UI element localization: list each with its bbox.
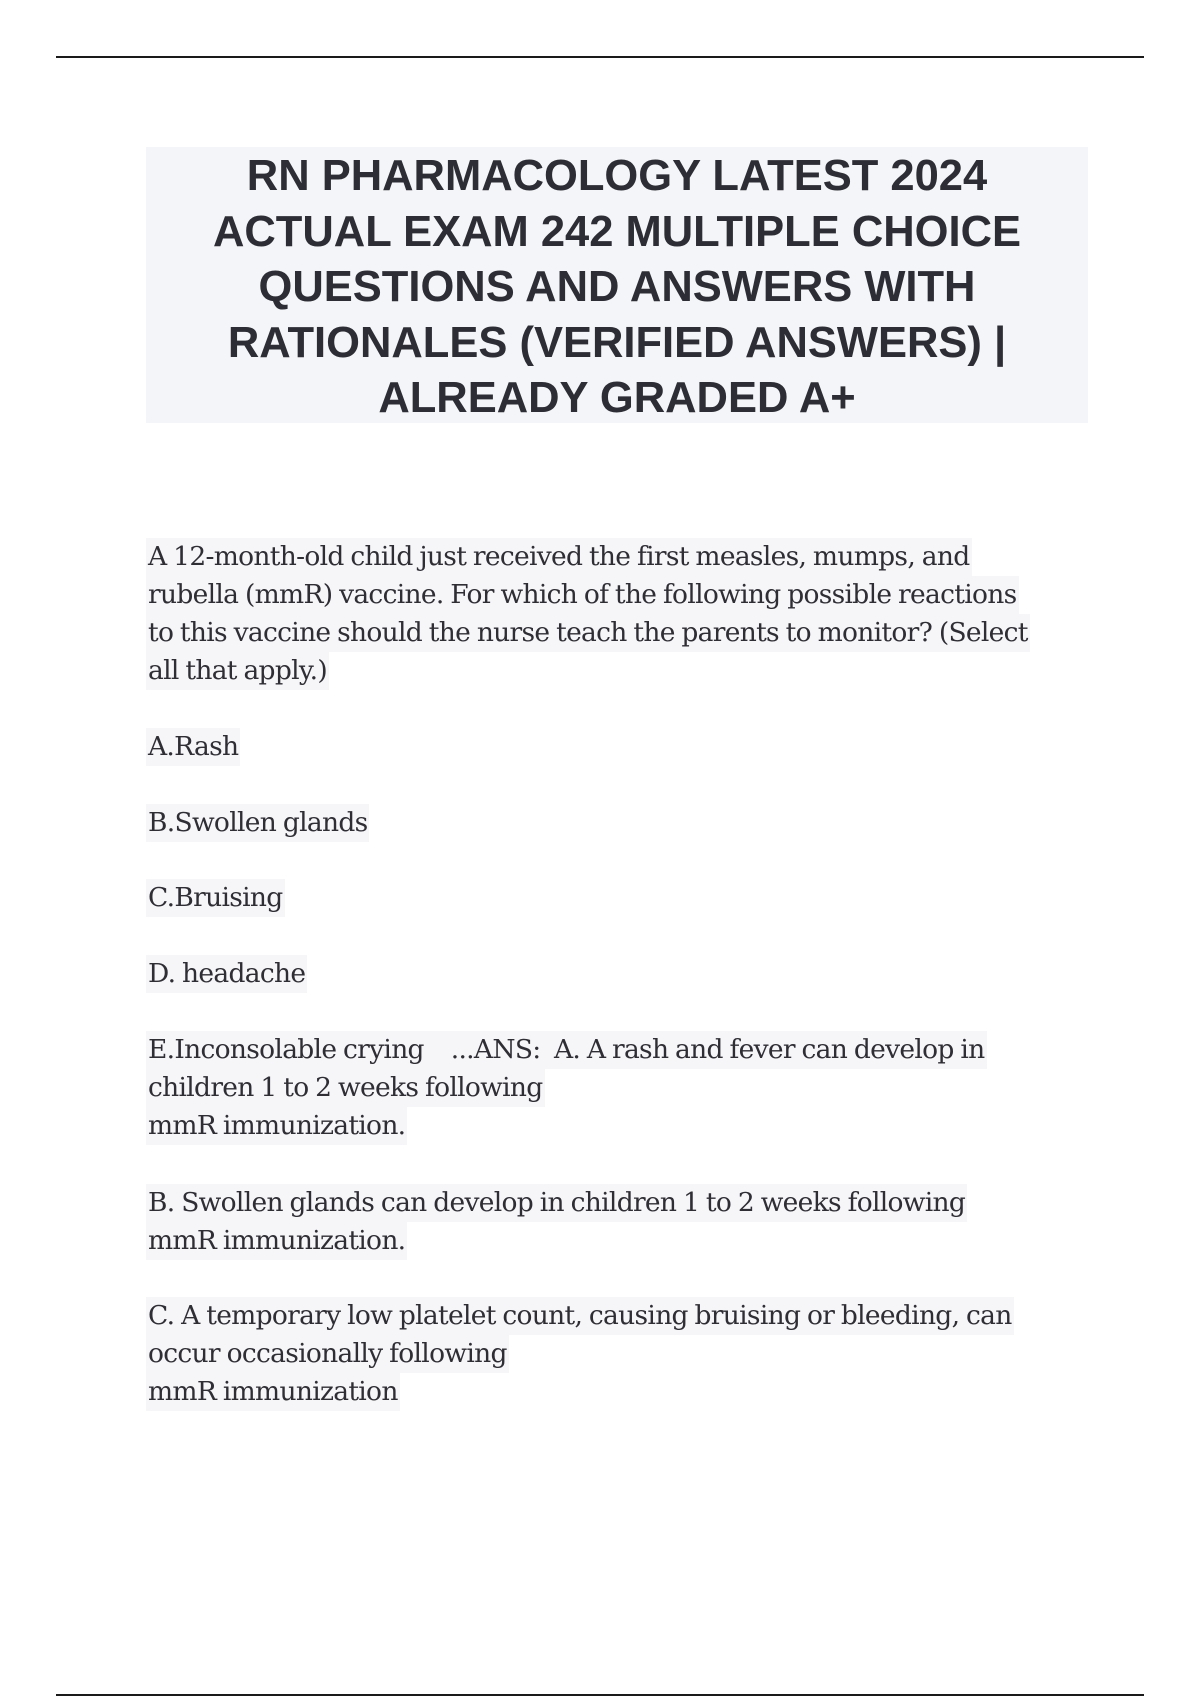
question-text: [146, 538, 1030, 690]
title-line: ALREADY GRADED A+: [378, 374, 856, 422]
option-b: [146, 804, 369, 842]
rationale-b: [146, 1184, 967, 1260]
option-d: [146, 955, 307, 993]
title-line: ACTUAL EXAM 242 MULTIPLE CHOICE: [212, 207, 1022, 256]
rationale-line: mmR immunization: [146, 1373, 400, 1411]
option-a: [146, 728, 240, 766]
answer-line: mmR immunization.: [146, 1107, 407, 1145]
title-line: RN PHARMACOLOGY LATEST 2024: [246, 152, 988, 200]
option-c: [146, 879, 285, 917]
option-label: C.Bruising: [146, 879, 285, 917]
option-label: D. headache: [146, 955, 307, 993]
option-label: B.Swollen glands: [146, 804, 369, 842]
option-label: A.Rash: [146, 728, 240, 766]
document-title: [146, 147, 1088, 423]
rationale-line: occur occasionally following: [146, 1335, 509, 1373]
rationale-line: mmR immunization.: [146, 1222, 407, 1260]
question-line: all that apply.): [146, 652, 329, 690]
footer-rule: [56, 1694, 1144, 1696]
question-line: rubella (mmR) vaccine. For which of the following possible reactions: [146, 576, 1019, 614]
header-rule: [56, 56, 1144, 58]
question-line: A 12-month-old child just received the first measles, mumps, and: [146, 538, 972, 576]
rationale-line: C. A temporary low platelet count, causing bruising or bleeding, can: [146, 1297, 1014, 1335]
answer-line: children 1 to 2 weeks following: [146, 1069, 545, 1107]
rationale-c: [146, 1297, 1014, 1411]
title-line: RATIONALES (VERIFIED ANSWERS) |: [227, 318, 1007, 367]
answer-line: E.Inconsolable crying ...ANS: A. A rash and fever can develop in: [146, 1031, 987, 1069]
title-line: QUESTIONS AND ANSWERS WITH: [258, 263, 976, 311]
option-e-and-answer: [146, 1031, 987, 1145]
rationale-line: B. Swollen glands can develop in children 1 to 2 weeks following: [146, 1184, 967, 1222]
question-line: to this vaccine should the nurse teach the parents to monitor? (Select: [146, 614, 1030, 652]
